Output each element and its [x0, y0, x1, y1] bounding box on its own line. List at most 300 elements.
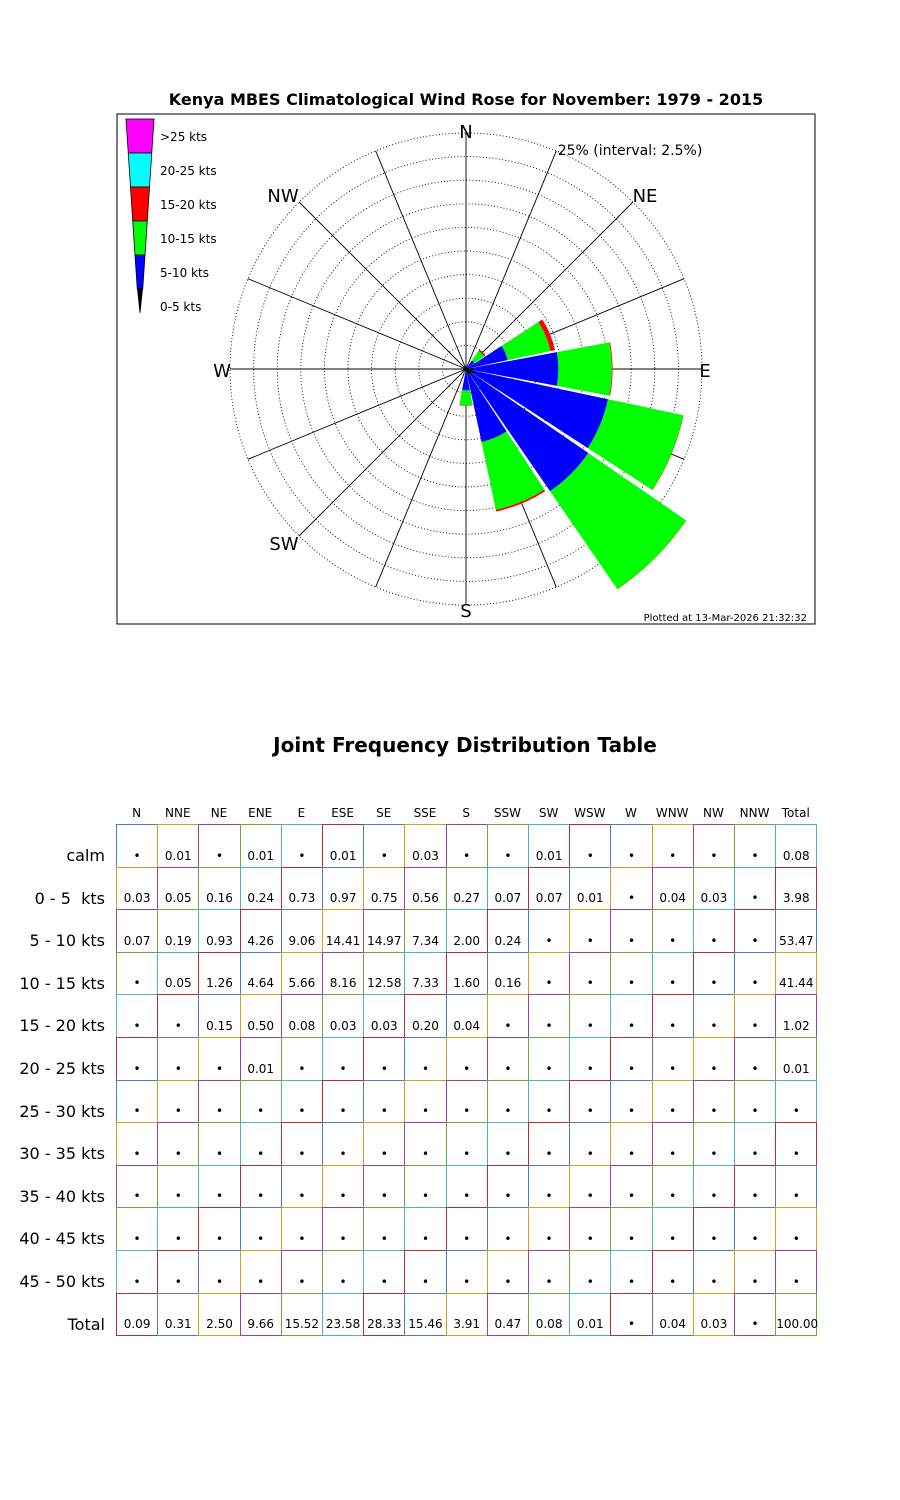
table-cell	[116, 994, 158, 1038]
table-cell	[404, 1165, 446, 1209]
cell-value: 0.93	[206, 933, 233, 948]
cell-value: 0.01	[576, 891, 604, 906]
table-cell	[116, 867, 158, 911]
cell-value: 0.08	[288, 1018, 316, 1033]
table-cell	[404, 1207, 446, 1251]
table-cell	[775, 1250, 817, 1294]
table-cell	[240, 1293, 282, 1337]
table-cell	[610, 824, 652, 868]
cell-value: •	[627, 1146, 636, 1161]
table-cell	[652, 952, 694, 996]
cell-value: •	[504, 1231, 512, 1246]
cell-value: •	[627, 1274, 636, 1289]
table-cell	[363, 1122, 405, 1166]
cell-value: •	[751, 933, 759, 948]
table-cell	[569, 824, 611, 868]
cell-value: •	[215, 1189, 224, 1204]
table-cell	[240, 909, 282, 953]
table-cell	[569, 1165, 611, 1209]
table-cell	[528, 867, 570, 911]
cell-value: 1.60	[453, 976, 481, 991]
cell-value: 0.31	[164, 1317, 192, 1332]
table-cell	[404, 824, 446, 868]
table-cell	[198, 1122, 240, 1166]
cell-value: •	[710, 1146, 718, 1161]
table-cell	[693, 1207, 735, 1251]
table-cell	[116, 1250, 158, 1294]
direction-spoke	[376, 369, 466, 587]
table-cell	[198, 1293, 240, 1337]
cell-value: •	[751, 1274, 759, 1289]
cell-value: •	[710, 848, 718, 863]
cell-value: •	[627, 891, 636, 906]
cell-value: •	[380, 1061, 388, 1076]
wind-petals	[459, 319, 686, 589]
legend-label: 15-20 kts	[160, 198, 217, 212]
cell-value: •	[504, 1146, 512, 1161]
cell-value: •	[545, 976, 553, 991]
cell-value: 23.58	[325, 1317, 361, 1332]
table-cell	[652, 1250, 694, 1294]
legend-label: 20-25 kts	[160, 164, 217, 178]
table-cell	[775, 1122, 817, 1166]
cell-value: •	[339, 1146, 347, 1161]
column-header: Total	[781, 806, 810, 820]
cell-value: 0.07	[494, 891, 522, 906]
cell-value: •	[504, 1189, 512, 1204]
table-cell	[652, 824, 694, 868]
table-cell	[240, 952, 282, 996]
chart-title: Kenya MBES Climatological Wind Rose for November: 1979 - 2015	[168, 90, 764, 109]
table-cell	[652, 994, 694, 1038]
row-label: 45 - 50 kts	[19, 1272, 105, 1291]
row-label: 20 - 25 kts	[19, 1059, 105, 1078]
cell-value: •	[421, 1104, 430, 1119]
table-cell	[775, 994, 817, 1038]
table-cell	[569, 1250, 611, 1294]
cell-value: 0.01	[782, 1061, 810, 1076]
legend-swatch	[138, 289, 143, 313]
cell-value: •	[133, 1274, 141, 1289]
column-header: ESE	[331, 806, 354, 820]
table-cell	[281, 867, 323, 911]
table-cell	[610, 994, 652, 1038]
cell-value: •	[421, 1061, 430, 1076]
cell-value: •	[545, 1189, 553, 1204]
cell-value: •	[380, 1189, 388, 1204]
cell-value: 0.07	[123, 933, 151, 948]
table-cell	[734, 824, 776, 868]
table-cell	[487, 952, 529, 996]
legend	[126, 119, 217, 314]
table-cell	[487, 1080, 529, 1124]
column-header: SW	[538, 806, 559, 820]
cell-value: •	[751, 1146, 759, 1161]
cell-value: •	[298, 1231, 306, 1246]
table-cell	[322, 1250, 364, 1294]
table-cell	[404, 952, 446, 996]
table-cell	[693, 824, 735, 868]
table-cell	[116, 1037, 158, 1081]
table-cell	[198, 1165, 240, 1209]
table-cell	[281, 1165, 323, 1209]
cell-value: •	[380, 1274, 388, 1289]
table-cell	[157, 1165, 199, 1209]
column-header: NNE	[165, 806, 191, 820]
table-cell	[446, 994, 488, 1038]
cell-value: •	[586, 1104, 594, 1119]
cell-value: 9.06	[288, 933, 316, 948]
cell-value: 0.24	[494, 933, 522, 948]
table-cell	[693, 1037, 735, 1081]
cell-value: 15.46	[408, 1317, 443, 1332]
cell-value: •	[710, 1231, 718, 1246]
table-title: Joint Frequency Distribution Table	[273, 733, 657, 757]
table-cell	[652, 1122, 694, 1166]
cell-value: •	[669, 1018, 677, 1033]
table-cell	[487, 1165, 529, 1209]
row-label: 35 - 40 kts	[19, 1186, 105, 1206]
table-cell	[610, 1165, 652, 1209]
table-cell	[281, 1293, 323, 1337]
legend-label: 5-10 kts	[160, 266, 209, 280]
cell-value: 0.47	[494, 1317, 522, 1332]
cell-value: •	[133, 1018, 141, 1033]
cell-value: 3.98	[782, 891, 810, 906]
table-cell	[157, 867, 199, 911]
row-label: 15 - 20 kts	[19, 1016, 105, 1036]
cell-value: •	[627, 1061, 636, 1076]
compass-label-ne: NE	[632, 186, 658, 207]
column-header: WSW	[574, 806, 606, 820]
table-cell	[734, 867, 776, 911]
table-cell	[528, 994, 570, 1038]
table-cell	[322, 867, 364, 911]
table-cell	[487, 1037, 529, 1081]
table-cell	[569, 952, 611, 996]
table-cell	[281, 824, 323, 868]
cell-value: •	[586, 848, 594, 863]
cell-value: •	[380, 1104, 388, 1119]
direction-spoke	[376, 151, 466, 369]
legend-swatch	[126, 119, 154, 153]
table-cell	[363, 824, 405, 868]
cell-value: 5.66	[288, 976, 316, 991]
table-cell	[322, 1037, 364, 1081]
cell-value: •	[298, 1189, 306, 1204]
table-cell	[116, 909, 158, 953]
cell-value: •	[545, 933, 553, 948]
table-cell	[446, 1080, 488, 1124]
cell-value: •	[586, 1018, 594, 1033]
table-cell	[734, 1080, 776, 1124]
table-cell	[528, 952, 570, 996]
cell-value: 0.05	[164, 891, 192, 906]
table-cell	[487, 1122, 529, 1166]
row-label: 0 - 5 kts	[34, 888, 105, 908]
table-cell	[652, 1207, 694, 1251]
cell-value: 0.15	[206, 1018, 233, 1033]
cell-value: •	[545, 1018, 553, 1033]
table-cell	[693, 909, 735, 953]
column-header: E	[297, 806, 306, 820]
legend-swatch	[135, 255, 145, 289]
column-header: NW	[702, 806, 724, 820]
column-header: N	[132, 806, 142, 820]
cell-value: •	[215, 1274, 224, 1289]
row-label: 5 - 10 kts	[29, 931, 105, 951]
cell-value: •	[627, 1104, 636, 1119]
cell-value: •	[669, 1061, 677, 1076]
table-cell	[198, 867, 240, 911]
cell-value: •	[298, 1104, 306, 1119]
cell-value: •	[298, 848, 306, 863]
cell-value: •	[174, 1018, 182, 1033]
compass-label-n: N	[459, 122, 473, 143]
cell-value: •	[463, 1061, 471, 1076]
table-cell	[240, 867, 282, 911]
table-cell	[240, 824, 282, 868]
table-cell	[775, 1080, 817, 1124]
cell-value: •	[339, 1274, 347, 1289]
cell-value: •	[586, 1146, 594, 1161]
table-cell	[157, 1037, 199, 1081]
table-cell	[610, 1037, 652, 1081]
table-cell	[446, 1037, 488, 1081]
column-header: SSW	[493, 806, 521, 820]
cell-value: •	[298, 1061, 306, 1076]
cell-value: 7.33	[412, 976, 439, 991]
cell-value: 0.75	[370, 891, 398, 906]
cell-value: •	[751, 1317, 759, 1332]
cell-value: •	[627, 1189, 636, 1204]
table-cell	[610, 1122, 652, 1166]
cell-value: •	[669, 1104, 677, 1119]
cell-value: 14.41	[325, 933, 361, 948]
table-cell	[240, 1037, 282, 1081]
cell-value: •	[504, 1018, 512, 1033]
cell-value: •	[751, 1104, 759, 1119]
cell-value: •	[586, 1274, 594, 1289]
table-cell	[281, 1207, 323, 1251]
table-cell	[569, 1293, 611, 1337]
table-cell	[363, 867, 405, 911]
cell-value: •	[586, 1061, 594, 1076]
table-cell	[569, 994, 611, 1038]
cell-value: •	[669, 1146, 677, 1161]
cell-value: •	[669, 848, 677, 863]
table-cell	[157, 1122, 199, 1166]
cell-value: 3.91	[453, 1317, 481, 1332]
cell-value: •	[627, 976, 636, 991]
table-cell	[322, 1207, 364, 1251]
table-cell	[446, 824, 488, 868]
table-cell	[322, 994, 364, 1038]
column-header: SSE	[413, 806, 437, 820]
cell-value: 1.26	[206, 976, 233, 991]
cell-value: 0.05	[164, 976, 192, 991]
cell-value: •	[504, 1274, 512, 1289]
table-cell	[363, 1250, 405, 1294]
cell-value: •	[792, 1274, 800, 1289]
cell-value: •	[463, 848, 471, 863]
table-cell	[157, 952, 199, 996]
table-cell	[693, 1250, 735, 1294]
table-cell	[157, 1250, 199, 1294]
cell-value: •	[421, 1146, 430, 1161]
cell-value: 0.01	[329, 848, 357, 863]
cell-value: 0.04	[453, 1018, 481, 1033]
table-cell	[240, 994, 282, 1038]
cell-value: •	[545, 1104, 553, 1119]
cell-value: •	[627, 1231, 636, 1246]
cell-value: •	[174, 1189, 182, 1204]
row-label: 40 - 45 kts	[19, 1229, 105, 1249]
cell-value: •	[669, 1189, 677, 1204]
table-cell	[446, 952, 488, 996]
direction-spoke	[299, 202, 466, 369]
table-cell	[446, 1293, 488, 1337]
cell-value: •	[792, 1231, 800, 1246]
table-cell	[528, 1165, 570, 1209]
cell-value: •	[669, 1231, 677, 1246]
table-cell	[693, 1080, 735, 1124]
cell-value: 4.64	[247, 976, 275, 991]
table-cell	[322, 1122, 364, 1166]
table-cell	[404, 909, 446, 953]
cell-value: •	[463, 1104, 471, 1119]
table-cell	[404, 1080, 446, 1124]
table-cell	[157, 824, 199, 868]
table-cell	[240, 1250, 282, 1294]
cell-value: •	[586, 1189, 594, 1204]
cell-value: •	[710, 933, 718, 948]
cell-value: •	[627, 848, 636, 863]
table-cell	[116, 1207, 158, 1251]
table-cell	[693, 952, 735, 996]
cell-value: 1.02	[782, 1018, 810, 1033]
cell-value: •	[751, 1189, 759, 1204]
wind-rose-chart	[0, 0, 900, 700]
table-cell	[652, 1293, 694, 1337]
cell-value: 15.52	[284, 1317, 320, 1332]
column-header: NE	[210, 806, 228, 820]
cell-value: 41.44	[779, 976, 814, 991]
cell-value: 7.34	[412, 933, 439, 948]
cell-value: •	[669, 933, 677, 948]
table-cell	[734, 952, 776, 996]
cell-value: 0.08	[782, 848, 810, 863]
table-cell	[281, 1080, 323, 1124]
table-cell	[610, 952, 652, 996]
cell-value: •	[215, 1061, 224, 1076]
cell-value: •	[710, 1104, 718, 1119]
table-cell	[198, 994, 240, 1038]
cell-value: •	[627, 933, 636, 948]
table-cell	[487, 994, 529, 1038]
cell-value: •	[545, 1274, 553, 1289]
cell-value: 8.16	[329, 976, 357, 991]
cell-value: •	[463, 1231, 471, 1246]
cell-value: •	[792, 1189, 800, 1204]
cell-value: 53.47	[779, 933, 814, 948]
row-label: calm	[66, 846, 105, 865]
cell-value: •	[751, 1018, 759, 1033]
cell-value: 2.00	[453, 933, 481, 948]
cell-value: •	[215, 1231, 224, 1246]
cell-value: •	[133, 848, 141, 863]
table-cell	[693, 1122, 735, 1166]
table-cell	[198, 1037, 240, 1081]
table-cell	[363, 1293, 405, 1337]
table-cell	[322, 909, 364, 953]
cell-value: •	[298, 1146, 306, 1161]
table-cell	[322, 1293, 364, 1337]
direction-spoke	[299, 369, 466, 536]
table-cell	[610, 867, 652, 911]
cell-value: •	[710, 1018, 718, 1033]
cell-value: •	[380, 1231, 388, 1246]
cell-value: 0.24	[247, 891, 275, 906]
cell-value: •	[257, 1146, 265, 1161]
cell-value: •	[710, 1274, 718, 1289]
table-cell	[446, 1250, 488, 1294]
cell-value: 0.50	[247, 1018, 275, 1033]
compass-label-w: W	[213, 361, 231, 382]
table-cell	[116, 1122, 158, 1166]
compass-label-s: S	[460, 601, 472, 622]
table-cell	[528, 1037, 570, 1081]
cell-value: •	[380, 848, 388, 863]
row-label: 25 - 30 kts	[19, 1101, 105, 1121]
table-cell	[487, 824, 529, 868]
table-cell	[775, 1037, 817, 1081]
cell-value: •	[339, 1231, 347, 1246]
column-header: S	[462, 806, 470, 820]
cell-value: •	[751, 1231, 759, 1246]
legend-swatch	[131, 187, 150, 221]
cell-value: •	[339, 1189, 347, 1204]
table-cell	[487, 867, 529, 911]
table-cell	[528, 1250, 570, 1294]
cell-value: •	[257, 1231, 265, 1246]
cell-value: 0.27	[453, 891, 481, 906]
table-cell	[363, 1080, 405, 1124]
table-cell	[446, 909, 488, 953]
table-cell	[198, 1250, 240, 1294]
cell-value: •	[421, 1274, 430, 1289]
table-cell	[198, 824, 240, 868]
table-cell	[652, 1037, 694, 1081]
cell-value: 0.03	[412, 848, 439, 863]
cell-value: •	[627, 1018, 636, 1033]
table-cell	[363, 1165, 405, 1209]
cell-value: •	[545, 1231, 553, 1246]
cell-value: 0.04	[659, 891, 687, 906]
cell-value: 0.01	[164, 848, 192, 863]
legend-swatch	[133, 221, 148, 255]
table-cell	[734, 1293, 776, 1337]
cell-value: •	[586, 933, 594, 948]
table-cell	[528, 824, 570, 868]
cell-value: •	[463, 1189, 471, 1204]
cell-value: 100.00	[776, 1317, 819, 1332]
row-label: 30 - 35 kts	[19, 1144, 105, 1164]
table-cell	[281, 952, 323, 996]
scale-label: 25% (interval: 2.5%)	[557, 143, 703, 159]
table-cell	[734, 994, 776, 1038]
table-cell	[116, 824, 158, 868]
